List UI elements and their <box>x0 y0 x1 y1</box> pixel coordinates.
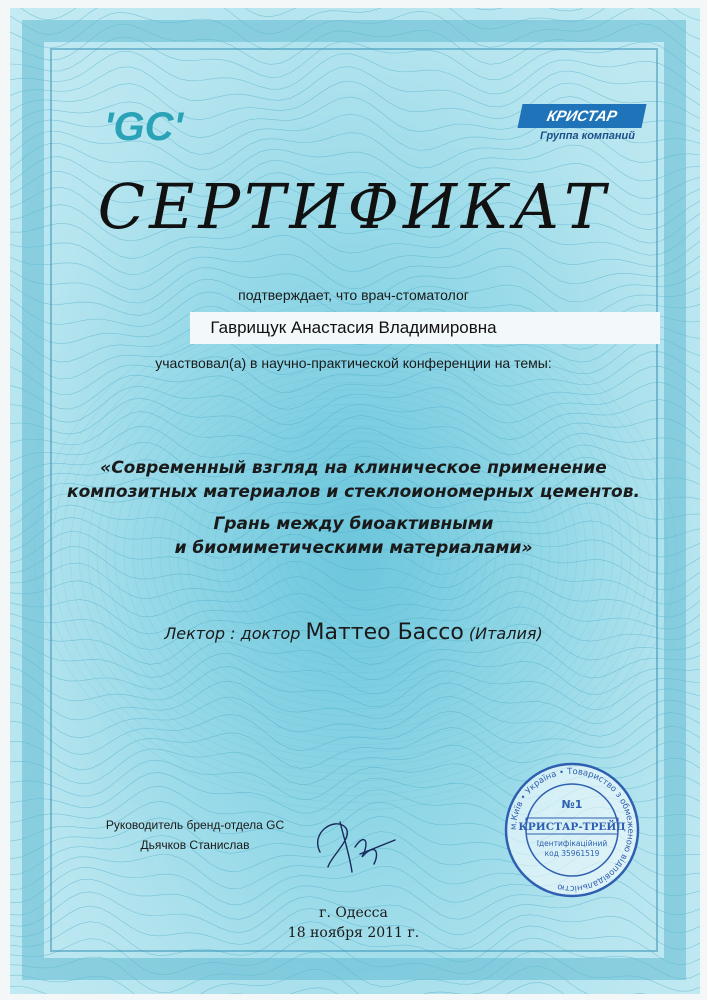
lector-name: Маттео Бассо <box>305 620 464 645</box>
stamp-code-label: Ідентифікаційний <box>536 839 608 848</box>
kristar-logo-box <box>517 104 646 128</box>
gc-logo-text: 'GC' <box>104 105 184 149</box>
signatory-block <box>70 815 320 855</box>
stamp-code-value: код 35961519 <box>544 849 600 858</box>
stamp-ring-text: м.Київ • Україна • Товариство з обмеженою відповідальністю <box>508 766 636 894</box>
signatory-position: Руководитель бренд-отдела GC <box>105 818 285 832</box>
handwritten-signature <box>300 812 410 877</box>
kristar-logo-text: КРИСТАР <box>545 107 619 125</box>
gc-logo <box>100 100 250 150</box>
issue-city: г. Одесса <box>319 905 388 921</box>
theme-line: «Современный взгляд на клиническое применение <box>100 458 607 478</box>
lector-country: (Италия) <box>463 624 543 643</box>
kristar-logo <box>520 104 650 154</box>
participation-text: участвовал(а) в научно-практической конференции на темы: <box>155 355 552 371</box>
signatory-name: Дьячков Станислав <box>140 838 250 852</box>
lector-prefix: Лектор : доктор <box>164 624 306 643</box>
certificate-title: СЕРТИФИКАТ <box>97 170 610 243</box>
issue-place-date <box>0 903 707 943</box>
theme-line: композитных материалов и стеклоиономерных цементов. <box>67 482 640 502</box>
recipient-name: Гаврищук Анастасия Владимировна <box>210 318 497 337</box>
stamp-number: №1 <box>561 798 583 811</box>
company-stamp <box>502 760 642 900</box>
conference-theme <box>0 456 707 560</box>
issue-date: 18 ноября 2011 г. <box>287 925 420 941</box>
confirm-text: подтверждает, что врач-стоматолог <box>238 287 469 303</box>
kristar-logo-subtitle: Группа компаний <box>540 130 635 142</box>
stamp-company: КРИСТАР-ТРЕЙД <box>518 821 626 833</box>
theme-line: Грань между биоактивными <box>213 514 494 534</box>
lector-line <box>0 620 707 645</box>
theme-line: и биомиметическими материалами» <box>174 538 533 558</box>
